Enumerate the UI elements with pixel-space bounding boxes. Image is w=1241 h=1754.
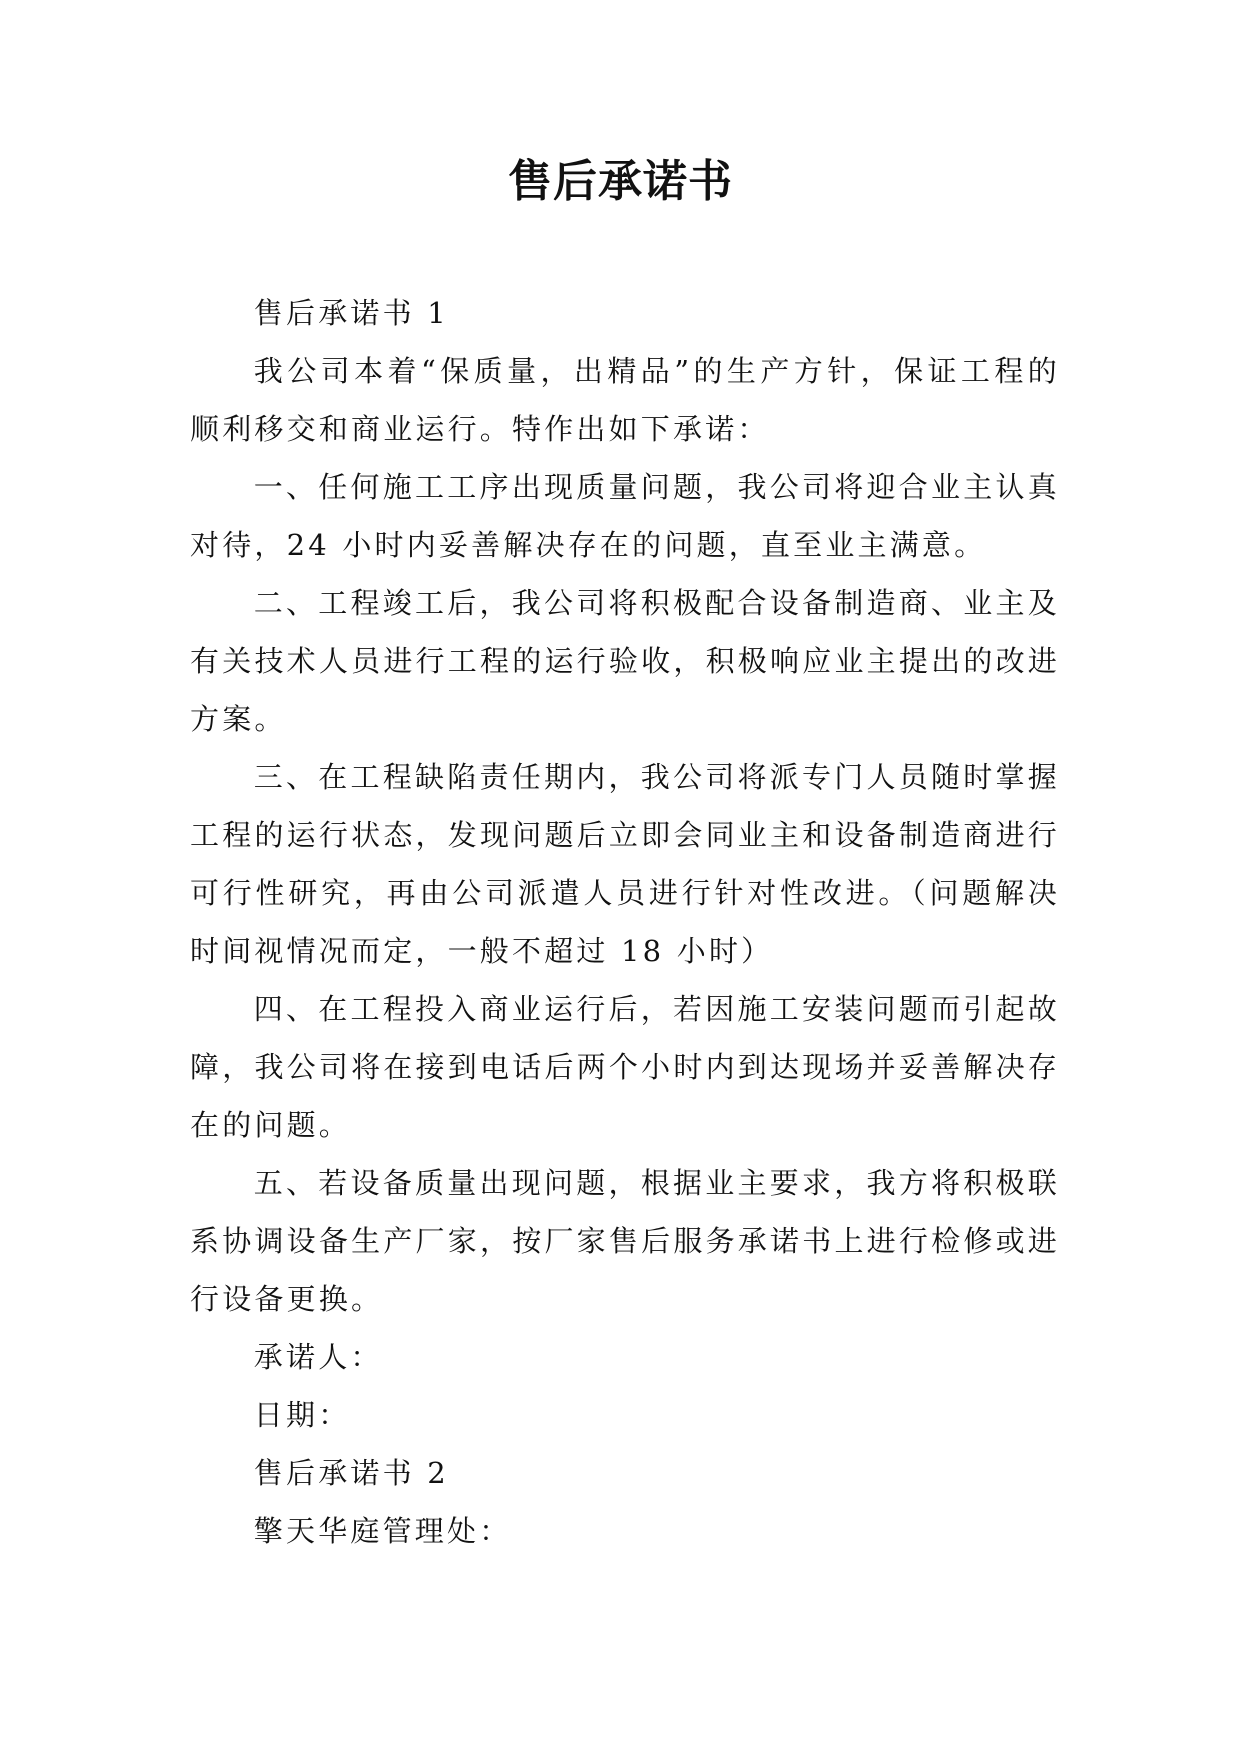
document-body xyxy=(190,284,1060,1560)
commitment-item-3: 三、在工程缺陷责任期内，我公司将派专门人员随时掌握工程的运行状态，发现问题后立即会同业主和设备制造商进行可行性研究，再由公司派遣人员进行针对性改进。（问题解决时间视情况而定，一般不超过 18 小时） xyxy=(190,760,1060,968)
addressee-line: 擎天华庭管理处： xyxy=(253,1514,512,1548)
commitment-item-1: 一、任何施工工序出现质量问题，我公司将迎合业主认真对待，24 小时内妥善解决存在的问题，直至业主满意。 xyxy=(190,470,1060,562)
intro-paragraph: 我公司本着“保质量，出精品”的生产方针，保证工程的顺利移交和商业运行。特作出如下承诺： xyxy=(190,354,1060,446)
commitment-item-4: 四、在工程投入商业运行后，若因施工安装问题而引起故障，我公司将在接到电话后两个小时内到达现场并妥善解决存在的问题。 xyxy=(190,992,1060,1142)
commitment-item-5: 五、若设备质量出现问题，根据业主要求，我方将积极联系协调设备生产厂家，按厂家售后服务承诺书上进行检修或进行设备更换。 xyxy=(190,1166,1060,1316)
commitment-item-2: 二、工程竣工后，我公司将积极配合设备制造商、业主及有关技术人员进行工程的运行验收，积极响应业主提出的改进方案。 xyxy=(190,586,1060,736)
section-heading-2: 售后承诺书 2 xyxy=(253,1456,449,1490)
signatory-label: 承诺人： xyxy=(253,1340,383,1374)
section-heading-1: 售后承诺书 1 xyxy=(253,296,449,330)
date-label: 日期： xyxy=(253,1398,351,1432)
document-title: 售后承诺书 xyxy=(508,156,733,207)
